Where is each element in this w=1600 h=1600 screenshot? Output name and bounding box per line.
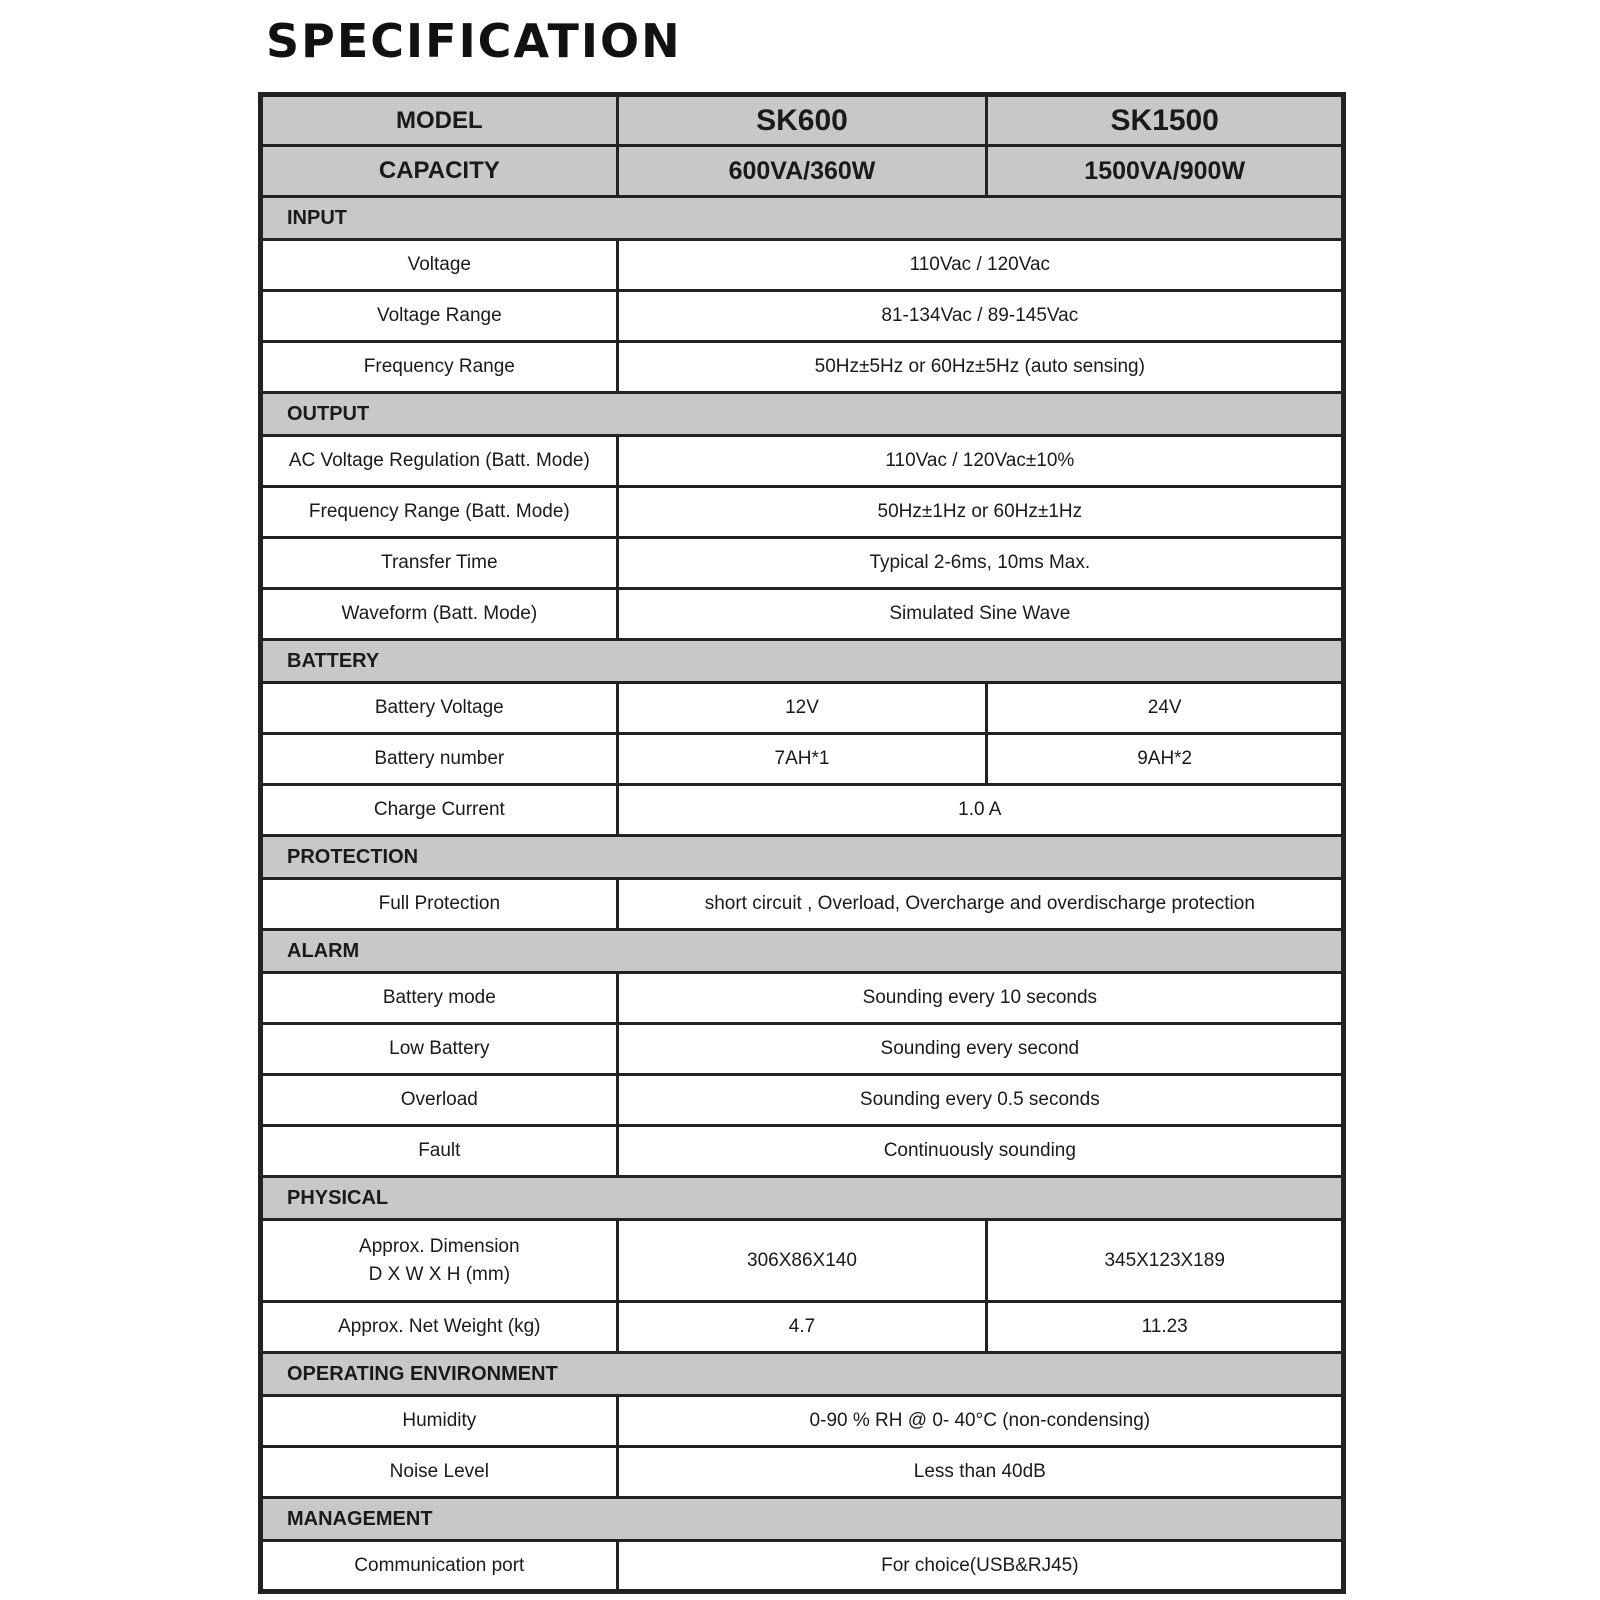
table-row (261, 734, 1344, 785)
table-row (261, 487, 1344, 538)
row-value: Continuously sounding (617, 1126, 1343, 1177)
table-row (261, 1220, 1344, 1302)
value-sk1500: 9AH*2 (987, 734, 1344, 785)
table-row (261, 291, 1344, 342)
row-value: 81-134Vac / 89-145Vac (617, 291, 1343, 342)
section-title: INPUT (261, 197, 1344, 240)
table-row (261, 1541, 1344, 1592)
section-title: PHYSICAL (261, 1177, 1344, 1220)
section-protection (261, 836, 1344, 879)
row-label: Waveform (Batt. Mode) (261, 589, 618, 640)
value-sk600: 306X86X140 (617, 1220, 987, 1302)
row-label: Fault (261, 1126, 618, 1177)
table-row (261, 879, 1344, 930)
row-value: 0-90 % RH @ 0- 40°C (non-condensing) (617, 1396, 1343, 1447)
model-sk600: SK600 (617, 95, 987, 146)
row-value: Sounding every 10 seconds (617, 973, 1343, 1024)
row-label: Battery mode (261, 973, 618, 1024)
section-title: BATTERY (261, 640, 1344, 683)
row-value: Less than 40dB (617, 1447, 1343, 1498)
page-title: SPECIFICATION (266, 14, 682, 68)
section-environment (261, 1353, 1344, 1396)
row-label: Noise Level (261, 1447, 618, 1498)
section-physical (261, 1177, 1344, 1220)
row-value: 50Hz±1Hz or 60Hz±1Hz (617, 487, 1343, 538)
table-row (261, 683, 1344, 734)
table-row (261, 1024, 1344, 1075)
section-battery (261, 640, 1344, 683)
row-label-line: Approx. Dimension (359, 1235, 520, 1257)
row-value: Sounding every 0.5 seconds (617, 1075, 1343, 1126)
row-label: Frequency Range (Batt. Mode) (261, 487, 618, 538)
row-label: Charge Current (261, 785, 618, 836)
table-row (261, 785, 1344, 836)
capacity-header-row (261, 146, 1344, 197)
row-value: 1.0 A (617, 785, 1343, 836)
row-value: 110Vac / 120Vac±10% (617, 436, 1343, 487)
row-value: For choice(USB&RJ45) (617, 1541, 1343, 1592)
row-label: AC Voltage Regulation (Batt. Mode) (261, 436, 618, 487)
specification-table (258, 92, 1346, 1594)
table-row (261, 1396, 1344, 1447)
row-value: 110Vac / 120Vac (617, 240, 1343, 291)
value-sk600: 4.7 (617, 1302, 987, 1353)
model-header-row (261, 95, 1344, 146)
table-row (261, 1302, 1344, 1353)
section-input (261, 197, 1344, 240)
capacity-sk600: 600VA/360W (617, 146, 987, 197)
section-title: OUTPUT (261, 393, 1344, 436)
value-sk1500: 24V (987, 683, 1344, 734)
row-label: Approx. Net Weight (kg) (261, 1302, 618, 1353)
row-label: Battery Voltage (261, 683, 618, 734)
row-label: Low Battery (261, 1024, 618, 1075)
row-label: Transfer Time (261, 538, 618, 589)
table-row (261, 240, 1344, 291)
table-row (261, 342, 1344, 393)
table-row (261, 436, 1344, 487)
model-sk1500: SK1500 (987, 95, 1344, 146)
table-row (261, 538, 1344, 589)
row-label-line: D X W X H (mm) (368, 1263, 511, 1285)
section-title: ALARM (261, 930, 1344, 973)
table-row (261, 1126, 1344, 1177)
row-label: Voltage (261, 240, 618, 291)
capacity-label: CAPACITY (261, 146, 618, 197)
row-value: Simulated Sine Wave (617, 589, 1343, 640)
row-label: Frequency Range (261, 342, 618, 393)
section-title: PROTECTION (261, 836, 1344, 879)
row-label: Full Protection (261, 879, 618, 930)
section-title: OPERATING ENVIRONMENT (261, 1353, 1344, 1396)
value-sk1500: 11.23 (987, 1302, 1344, 1353)
value-sk600: 7AH*1 (617, 734, 987, 785)
row-label: Overload (261, 1075, 618, 1126)
row-label: Humidity (261, 1396, 618, 1447)
row-label: Battery number (261, 734, 618, 785)
table-row (261, 1447, 1344, 1498)
capacity-sk1500: 1500VA/900W (987, 146, 1344, 197)
row-label (261, 1220, 618, 1302)
section-alarm (261, 930, 1344, 973)
section-output (261, 393, 1344, 436)
row-value: short circuit , Overload, Overcharge and overdischarge protection (617, 879, 1343, 930)
row-value: Sounding every second (617, 1024, 1343, 1075)
table-row (261, 973, 1344, 1024)
section-title: MANAGEMENT (261, 1498, 1344, 1541)
model-label: MODEL (261, 95, 618, 146)
row-label: Communication port (261, 1541, 618, 1592)
row-value: Typical 2-6ms, 10ms Max. (617, 538, 1343, 589)
row-label: Voltage Range (261, 291, 618, 342)
table-row (261, 1075, 1344, 1126)
value-sk600: 12V (617, 683, 987, 734)
row-value: 50Hz±5Hz or 60Hz±5Hz (auto sensing) (617, 342, 1343, 393)
table-row (261, 589, 1344, 640)
value-sk1500: 345X123X189 (987, 1220, 1344, 1302)
section-management (261, 1498, 1344, 1541)
